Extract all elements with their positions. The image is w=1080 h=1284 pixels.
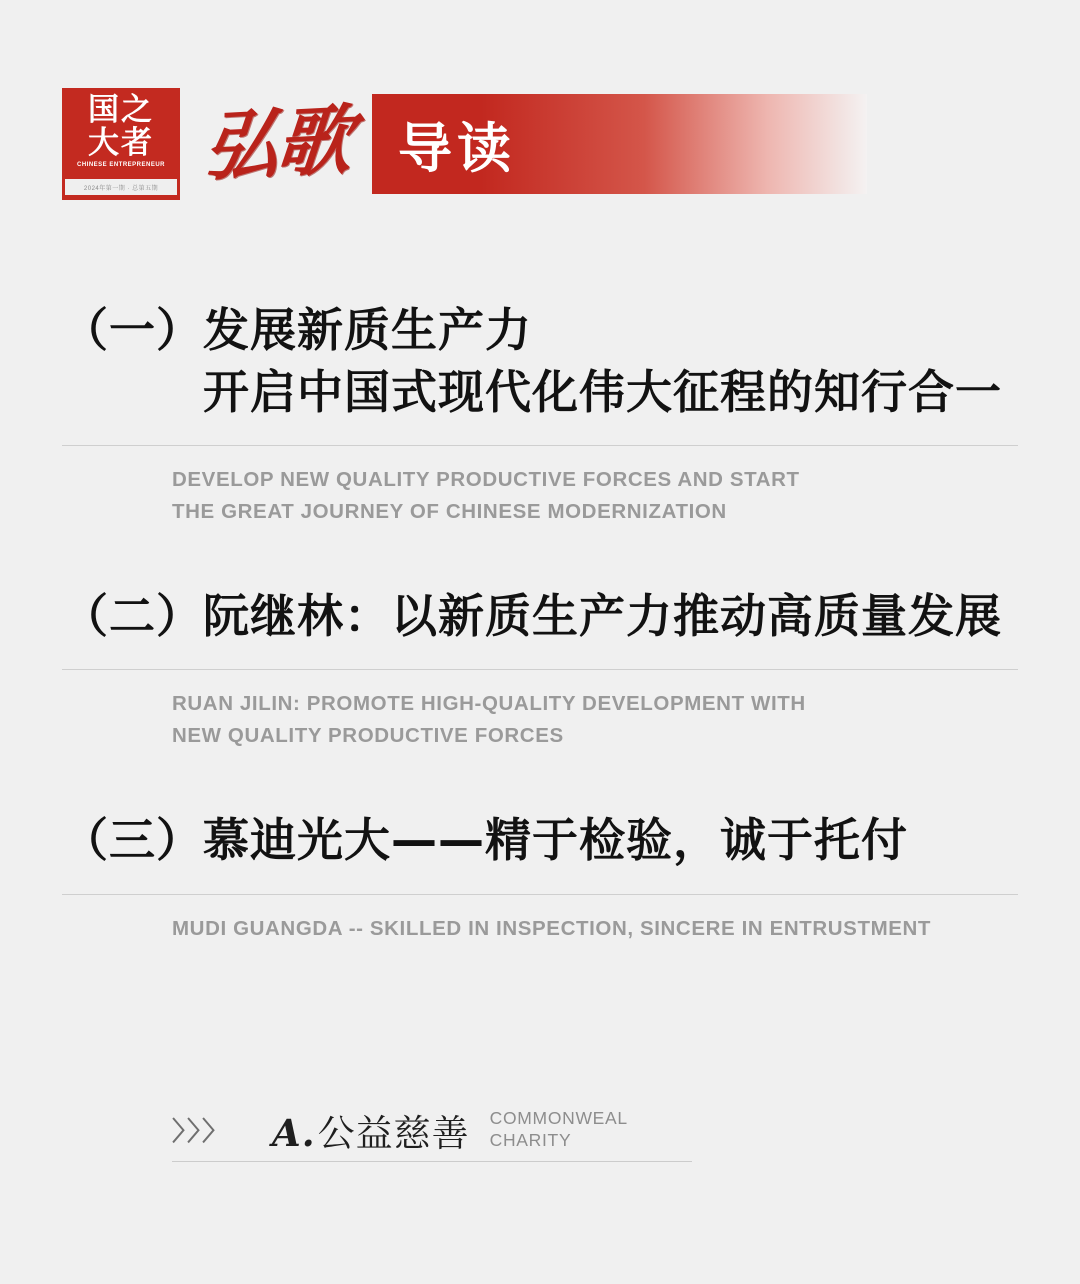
logo-characters [69,91,173,168]
section-banner [372,94,867,194]
logo-line-1: 国之 [88,91,154,128]
logo-issue-note: 2024年第一期 · 总第五期 [65,179,177,195]
footer-section-label [172,1098,692,1162]
list-item[interactable] [0,586,1080,752]
entry-title [62,810,1018,872]
entry-subtitle-line: NEW QUALITY PRODUCTIVE FORCES [172,724,564,748]
divider [62,669,1018,670]
entry-subtitle-line: THE GREAT JOURNEY OF CHINESE MODERNIZATION [172,500,727,524]
entry-title-line: 慕迪光大——精于检验，诚于托付 [203,812,908,867]
entry-title [62,300,1018,423]
entry-number: （一） [62,303,203,357]
calligraphy-text: 弘歌 [199,95,353,192]
footer-label-cn [272,1103,470,1157]
publication-logo [62,88,180,200]
entry-title-lines [203,300,1018,423]
footer-label-en-line: CHARITY [489,1129,572,1150]
footer-label-en-line: COMMONWEAL [489,1107,628,1128]
entry-subtitle-english [62,464,1018,528]
footer-label-cn-text: 公益慈善 [317,1111,470,1155]
contents-list [0,300,1080,1002]
chevrons-icon: 〉〉〉 [172,1117,231,1147]
entry-title-line: 开启中国式现代化伟大征程的知行合一 [203,364,1002,419]
entry-subtitle-line: DEVELOP NEW QUALITY PRODUCTIVE FORCES AND START [172,468,800,492]
entry-title-line: 发展新质生产力 [203,303,532,357]
entry-subtitle-english [62,688,1018,752]
entry-number: （三） [62,812,203,867]
footer-script-a: A. [272,1110,316,1155]
calligraphy-mark [180,88,372,200]
divider [62,445,1018,446]
footer-label-en [490,1108,628,1152]
entry-subtitle-line: RUAN JILIN: PROMOTE HIGH-QUALITY DEVELOPMENT WITH [172,692,806,716]
entry-title [62,586,1018,648]
list-item[interactable] [0,300,1080,528]
divider [62,894,1018,895]
entry-number: （二） [62,588,203,643]
entry-title-line: 阮继林：以新质生产力推动高质量发展 [203,588,1002,643]
logo-line-2: 大者 [88,124,154,161]
list-item[interactable] [0,810,1080,944]
entry-title-lines [203,810,1018,872]
entry-title-lines [203,586,1018,648]
entry-subtitle-line: MUDI GUANGDA -- SKILLED IN INSPECTION, SINCERE IN ENTRUSTMENT [172,916,932,940]
page-header [62,88,867,200]
logo-english-name: CHINESE ENTREPRENEUR [76,161,165,168]
entry-subtitle-english [62,913,1018,945]
section-banner-label: 导读 [398,116,516,180]
